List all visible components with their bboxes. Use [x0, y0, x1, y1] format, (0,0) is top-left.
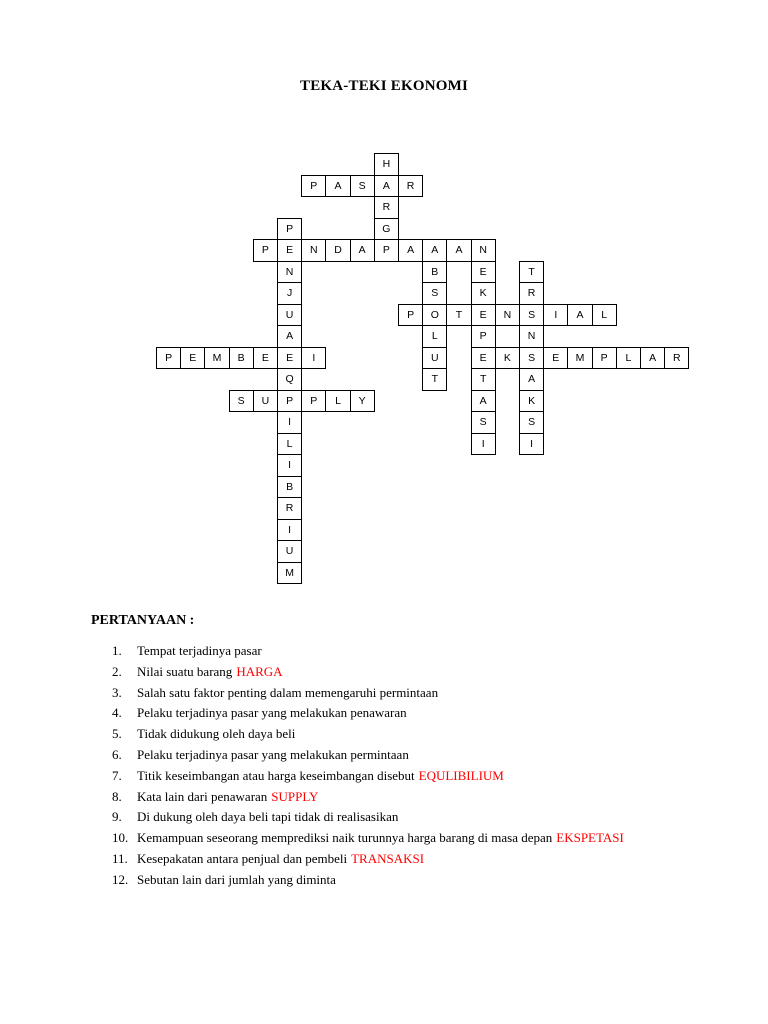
crossword-cell: U — [277, 304, 302, 327]
question-number: 2. — [112, 663, 122, 679]
questions-heading: PERTANYAAN : — [91, 613, 195, 628]
crossword-cell: R — [277, 497, 302, 520]
crossword-cell: U — [253, 390, 278, 413]
question-item — [112, 703, 624, 724]
question-item — [112, 641, 624, 662]
question-answer: SUPPLY — [271, 788, 319, 804]
crossword-cell: I — [519, 433, 544, 456]
crossword-cell: P — [471, 325, 496, 348]
question-text: Sebutan lain dari jumlah yang diminta — [137, 871, 336, 887]
crossword-cell: A — [374, 175, 399, 198]
crossword-cell: N — [495, 304, 520, 327]
crossword-cell: N — [519, 325, 544, 348]
question-number: 3. — [112, 684, 122, 700]
crossword-cell: D — [325, 239, 350, 262]
questions-list — [112, 641, 624, 891]
question-item — [112, 766, 624, 787]
crossword-cell: E — [543, 347, 568, 370]
crossword-cell: P — [253, 239, 278, 262]
crossword-cell: E — [471, 304, 496, 327]
question-number: 9. — [112, 809, 122, 825]
question-text: Kemampuan seseorang memprediksi naik turunnya harga barang di masa depan — [137, 830, 553, 846]
crossword-cell: R — [398, 175, 423, 198]
page-title: TEKA-TEKI EKONOMI — [299, 78, 468, 94]
crossword-cell: B — [229, 347, 254, 370]
crossword-cell: P — [301, 175, 326, 198]
question-number: 10. — [112, 830, 129, 846]
crossword-cell: U — [422, 347, 447, 370]
crossword-cell: S — [229, 390, 254, 413]
crossword-cell: A — [325, 175, 350, 198]
question-text: Pelaku terjadinya pasar yang melakukan permintaan — [137, 746, 409, 762]
crossword-cell: Q — [277, 368, 302, 391]
crossword-cell: K — [471, 282, 496, 305]
crossword-cell: H — [374, 153, 399, 176]
question-answer: EQULIBILIUM — [418, 767, 504, 783]
crossword-cell: P — [374, 239, 399, 262]
crossword-cell: P — [592, 347, 617, 370]
crossword-cell: A — [398, 239, 423, 262]
crossword-cell: S — [471, 411, 496, 434]
question-text: Tempat terjadinya pasar — [137, 643, 262, 658]
crossword-cell: A — [422, 239, 447, 262]
crossword-cell: R — [374, 196, 399, 219]
crossword-cell: P — [156, 347, 181, 370]
crossword-cell: E — [471, 347, 496, 370]
question-item — [112, 745, 624, 766]
crossword-cell: A — [519, 368, 544, 391]
crossword-cell: L — [592, 304, 617, 327]
question-text: Nilai suatu barang — [137, 663, 233, 679]
crossword-cell: R — [664, 347, 689, 370]
crossword-cell: A — [277, 325, 302, 348]
crossword-cell: S — [350, 175, 375, 198]
crossword-cell: L — [616, 347, 641, 370]
question-item — [112, 849, 624, 870]
question-number: 7. — [112, 767, 122, 783]
crossword-cell: I — [301, 347, 326, 370]
question-answer: TRANSAKSI — [351, 850, 425, 866]
crossword-cell: J — [277, 282, 302, 305]
crossword-cell: T — [519, 261, 544, 284]
question-item — [112, 828, 624, 849]
question-number: 12. — [112, 871, 129, 887]
crossword-cell: L — [325, 390, 350, 413]
crossword-cell: I — [471, 433, 496, 456]
crossword-cell: A — [567, 304, 592, 327]
question-item — [112, 787, 624, 808]
question-answer: EKSPETASI — [556, 830, 624, 846]
crossword-cell: T — [446, 304, 471, 327]
question-item — [112, 870, 624, 891]
question-number: 11. — [112, 850, 128, 866]
crossword-cell: S — [519, 411, 544, 434]
crossword-cell: P — [277, 390, 302, 413]
crossword-cell: U — [277, 540, 302, 563]
crossword-cell: E — [277, 239, 302, 262]
crossword-cell: S — [519, 304, 544, 327]
crossword-cell: G — [374, 218, 399, 241]
crossword-cell: B — [422, 261, 447, 284]
question-item — [112, 807, 624, 828]
crossword-cell: O — [422, 304, 447, 327]
crossword-cell: Y — [350, 390, 375, 413]
crossword-cell: E — [277, 347, 302, 370]
question-text: Tidak didukung oleh daya beli — [137, 726, 296, 742]
crossword-cell: I — [277, 519, 302, 542]
question-number: 6. — [112, 746, 122, 762]
crossword-cell: S — [422, 282, 447, 305]
question-item — [112, 724, 624, 745]
crossword-cell: A — [350, 239, 375, 262]
crossword-cell: T — [471, 368, 496, 391]
crossword-cell: E — [180, 347, 205, 370]
crossword-cell: P — [301, 390, 326, 413]
question-item — [112, 662, 624, 683]
crossword-cell: M — [277, 562, 302, 585]
question-number: 1. — [112, 643, 122, 658]
crossword-cell: N — [471, 239, 496, 262]
question-text: Pelaku terjadinya pasar yang melakukan penawaran — [137, 705, 407, 721]
crossword-cell: M — [567, 347, 592, 370]
crossword-cell: I — [543, 304, 568, 327]
crossword-cell: K — [519, 390, 544, 413]
crossword-cell: L — [422, 325, 447, 348]
crossword-cell: A — [446, 239, 471, 262]
crossword-cell: K — [495, 347, 520, 370]
question-text: Titik keseimbangan atau harga keseimbangan disebut — [137, 767, 415, 783]
question-text: Di dukung oleh daya beli tapi tidak di realisasikan — [137, 809, 399, 825]
question-item — [112, 683, 624, 704]
crossword-cell: E — [471, 261, 496, 284]
question-answer: HARGA — [236, 663, 283, 679]
crossword-cell: I — [277, 454, 302, 477]
crossword-cell: T — [422, 368, 447, 391]
crossword-cell: N — [301, 239, 326, 262]
crossword-cell: S — [519, 347, 544, 370]
crossword-cell: I — [277, 411, 302, 434]
question-text: Kata lain dari penawaran — [137, 788, 268, 804]
crossword-cell: E — [253, 347, 278, 370]
question-number: 8. — [112, 788, 122, 804]
crossword-cell: A — [640, 347, 665, 370]
question-number: 5. — [112, 726, 122, 742]
crossword-cell: N — [277, 261, 302, 284]
crossword-cell: M — [204, 347, 229, 370]
question-text: Kesepakatan antara penjual dan pembeli — [137, 850, 348, 866]
crossword-cell: R — [519, 282, 544, 305]
crossword-cell: L — [277, 433, 302, 456]
crossword-cell: A — [471, 390, 496, 413]
crossword-cell: B — [277, 476, 302, 499]
crossword-cell: P — [277, 218, 302, 241]
question-number: 4. — [112, 705, 122, 721]
question-text: Salah satu faktor penting dalam memengaruhi permintaan — [137, 684, 439, 700]
crossword-cell: P — [398, 304, 423, 327]
